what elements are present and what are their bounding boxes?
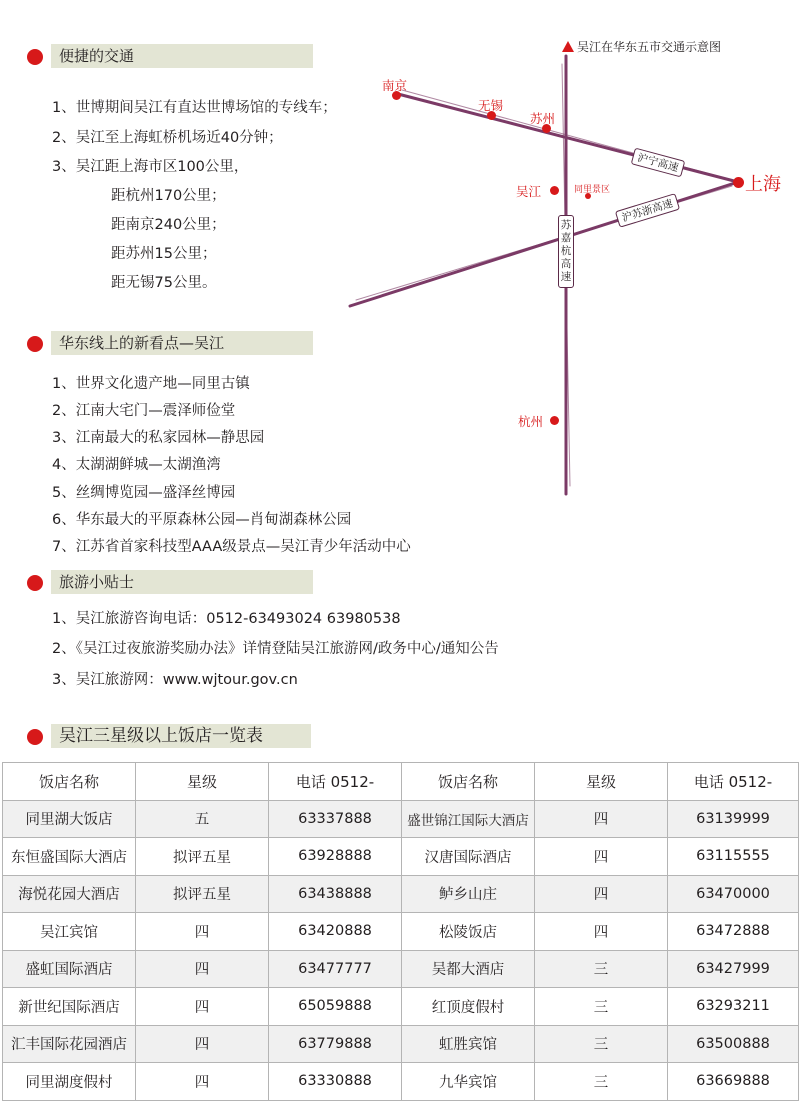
attraction-line: 2、江南大宅门—震泽师俭堂 xyxy=(52,403,236,419)
hotel-star-cell: 四 xyxy=(136,988,269,1026)
city-label-suzhou: 苏州 xyxy=(530,111,556,126)
hotel-phone-cell: 63427999 xyxy=(668,950,799,988)
table-header-row xyxy=(3,763,799,801)
column-header: 星级 xyxy=(535,763,668,801)
hotel-star-cell: 三 xyxy=(535,950,668,988)
city-label-hangzhou: 杭州 xyxy=(518,414,544,429)
hotel-phone-cell: 63337888 xyxy=(269,800,402,838)
road-sign-sujiahang: 苏嘉杭高速 xyxy=(558,215,574,288)
table-row xyxy=(3,838,799,876)
bullet-dot-icon xyxy=(27,575,43,591)
tips-line: 3、吴江旅游网：www.wjtour.gov.cn xyxy=(52,672,298,688)
hotel-name-cell: 新世纪国际酒店 xyxy=(3,988,136,1026)
map-title-text: 吴江在华东五市交通示意图 xyxy=(577,40,722,54)
city-dot-wujiang xyxy=(550,186,559,195)
hotel-phone-cell: 63500888 xyxy=(668,1025,799,1063)
hotel-phone-cell: 63330888 xyxy=(269,1063,402,1101)
attraction-line: 7、江苏省首家科技型AAA级景点—吴江青少年活动中心 xyxy=(52,539,411,555)
attraction-line: 3、江南最大的私家园林—静思园 xyxy=(52,430,265,446)
bullet-dot-icon xyxy=(27,49,43,65)
attraction-line: 4、太湖湖鲜城—太湖渔湾 xyxy=(52,457,221,473)
hotel-star-cell: 四 xyxy=(535,838,668,876)
section-hotels-title: 吴江三星级以上饭店一览表 xyxy=(51,724,311,748)
transport-line: 距杭州170公里； xyxy=(111,188,226,204)
hotel-name-cell: 九华宾馆 xyxy=(402,1063,535,1101)
column-header: 电话 0512- xyxy=(668,763,799,801)
table-row xyxy=(3,950,799,988)
hotel-star-cell: 三 xyxy=(535,1063,668,1101)
city-label-nanjing: 南京 xyxy=(382,78,408,93)
table-row xyxy=(3,875,799,913)
hotel-phone-cell: 63928888 xyxy=(269,838,402,876)
section-attractions-title: 华东线上的新看点—吴江 xyxy=(51,331,313,355)
hotel-phone-cell: 63779888 xyxy=(269,1025,402,1063)
hotel-star-cell: 三 xyxy=(535,988,668,1026)
tips-line: 1、吴江旅游咨询电话：0512-63493024 63980538 xyxy=(52,611,401,627)
attraction-line: 5、丝绸博览园—盛泽丝博园 xyxy=(52,485,236,501)
table-row xyxy=(3,913,799,951)
section-tips-title: 旅游小贴士 xyxy=(51,570,313,594)
city-label-wujiang: 吴江 xyxy=(516,184,542,199)
city-dot-shanghai xyxy=(733,177,744,188)
hotel-star-cell: 四 xyxy=(136,1025,269,1063)
hotel-star-cell: 四 xyxy=(535,800,668,838)
road-sign-huning: 沪宁高速 xyxy=(631,148,686,178)
hotel-star-cell: 拟评五星 xyxy=(136,875,269,913)
transport-line: 距苏州15公里； xyxy=(111,246,217,262)
hotel-name-cell: 同里湖度假村 xyxy=(3,1063,136,1101)
hotel-name-cell: 吴江宾馆 xyxy=(3,913,136,951)
hotel-name-cell: 红顶度假村 xyxy=(402,988,535,1026)
hotel-name-cell: 东恒盛国际大酒店 xyxy=(3,838,136,876)
hotel-star-cell: 三 xyxy=(535,1025,668,1063)
hotel-phone-cell: 65059888 xyxy=(269,988,402,1026)
attraction-line: 1、世界文化遗产地—同里古镇 xyxy=(52,376,250,392)
attraction-line: 6、华东最大的平原森林公园—肖甸湖森林公园 xyxy=(52,512,352,528)
hotel-phone-cell: 63438888 xyxy=(269,875,402,913)
hotel-phone-cell: 63477777 xyxy=(269,950,402,988)
map-title xyxy=(562,38,721,55)
hotel-star-cell: 拟评五星 xyxy=(136,838,269,876)
hotel-star-cell: 四 xyxy=(136,950,269,988)
road-huning xyxy=(398,94,738,182)
hotel-name-cell: 盛虹国际酒店 xyxy=(3,950,136,988)
hotel-phone-cell: 63139999 xyxy=(668,800,799,838)
transport-line: 3、吴江距上海市区100公里， xyxy=(52,159,249,175)
transport-line: 1、世博期间吴江有直达世博场馆的专线车； xyxy=(52,100,337,116)
transport-line: 2、吴江至上海虹桥机场近40分钟； xyxy=(52,130,283,146)
hotel-phone-cell: 63470000 xyxy=(668,875,799,913)
hotel-name-cell: 海悦花园大酒店 xyxy=(3,875,136,913)
hotel-star-cell: 四 xyxy=(535,913,668,951)
table-row xyxy=(3,1063,799,1101)
hotel-phone-cell: 63115555 xyxy=(668,838,799,876)
scenic-label-tongli: 同里景区 xyxy=(574,185,611,195)
hotel-star-cell: 四 xyxy=(136,913,269,951)
hotel-table xyxy=(2,762,799,1101)
hotel-name-cell: 同里湖大饭店 xyxy=(3,800,136,838)
city-label-shanghai: 上海 xyxy=(745,174,781,195)
column-header: 饭店名称 xyxy=(3,763,136,801)
hotel-name-cell: 虹胜宾馆 xyxy=(402,1025,535,1063)
hotel-name-cell: 松陵饭店 xyxy=(402,913,535,951)
hotel-star-cell: 四 xyxy=(136,1063,269,1101)
transport-line: 距南京240公里； xyxy=(111,217,226,233)
hotel-name-cell: 吴都大酒店 xyxy=(402,950,535,988)
hotel-name-cell: 汇丰国际花园酒店 xyxy=(3,1025,136,1063)
triangle-icon xyxy=(562,41,574,52)
hotel-name-cell: 汉唐国际酒店 xyxy=(402,838,535,876)
hotel-star-cell: 四 xyxy=(535,875,668,913)
bullet-dot-icon xyxy=(27,729,43,745)
road-husuzhe xyxy=(350,182,738,306)
hotel-phone-cell: 63669888 xyxy=(668,1063,799,1101)
city-label-wuxi: 无锡 xyxy=(478,98,504,113)
table-row xyxy=(3,800,799,838)
hotel-name-cell: 盛世锦江国际大酒店 xyxy=(402,800,535,838)
table-row xyxy=(3,1025,799,1063)
tips-line: 2、《吴江过夜旅游奖励办法》详情登陆吴江旅游网/政务中心/通知公告 xyxy=(52,641,499,657)
city-dot-hangzhou xyxy=(550,416,559,425)
road-sign-husuzhe: 沪苏浙高速 xyxy=(615,193,680,228)
bullet-dot-icon xyxy=(27,336,43,352)
traffic-map xyxy=(340,30,800,500)
hotel-phone-cell: 63293211 xyxy=(668,988,799,1026)
column-header: 星级 xyxy=(136,763,269,801)
hotel-name-cell: 鲈乡山庄 xyxy=(402,875,535,913)
table-row xyxy=(3,988,799,1026)
hotel-star-cell: 五 xyxy=(136,800,269,838)
column-header: 电话 0512- xyxy=(269,763,402,801)
column-header: 饭店名称 xyxy=(402,763,535,801)
hotel-phone-cell: 63420888 xyxy=(269,913,402,951)
hotel-phone-cell: 63472888 xyxy=(668,913,799,951)
transport-line: 距无锡75公里。 xyxy=(111,275,217,291)
section-transport-title: 便捷的交通 xyxy=(51,44,313,68)
